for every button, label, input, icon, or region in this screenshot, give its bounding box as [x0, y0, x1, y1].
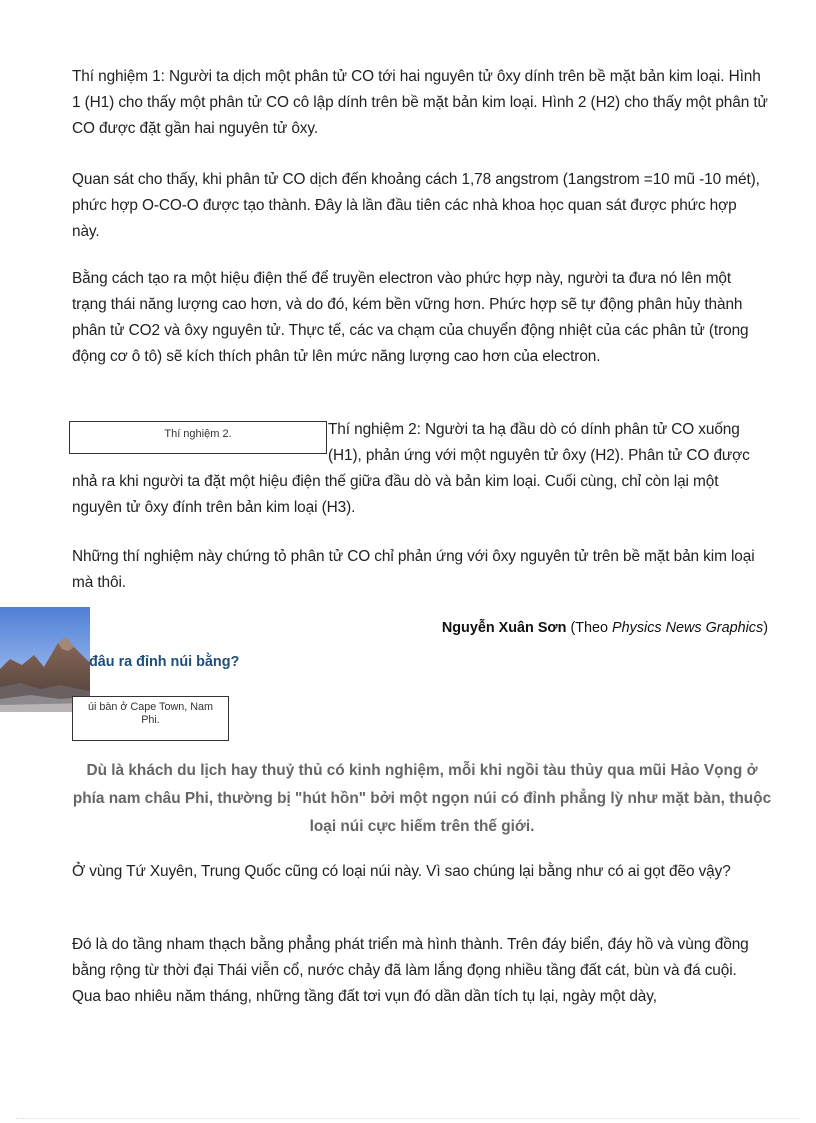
page-bottom-border [16, 1118, 800, 1119]
author-suffix: ) [763, 620, 768, 636]
caption-spacer [69, 417, 327, 453]
section-title: đâu ra đỉnh núi bằng? [89, 654, 240, 670]
paragraph-conclusion: Những thí nghiệm này chứng tỏ phân tử CO chỉ phản ứng với ôxy nguyên tử trên bề mặt bản kim loại mà thôi. [72, 548, 755, 591]
author-source: Physics News Graphics [612, 620, 764, 636]
author-credit [442, 618, 768, 638]
author-prefix: (Theo [566, 620, 613, 636]
paragraph-experiment-2 [72, 417, 768, 521]
paragraph-observation: Quan sát cho thấy, khi phân tử CO dịch đến khoảng cách 1,78 angstrom (1angstrom =10 mũ -10 mét), phức hợp O-CO-O được tạo thành. Đây là lần đầu tiên các nhà khoa học quan sát được phức hợp này. [72, 171, 760, 240]
intro-paragraph: Dù là khách du lịch hay thuỷ thủ có kinh nghiệm, mỗi khi ngồi tàu thủy qua mũi Hảo Vọng ở phía nam châu Phi, thường bị "hút hồn" bởi một ngọn núi có đỉnh phẳng lỳ như mặt bàn, thuộc loại núi cực hiếm trên thế giới. [72, 762, 772, 835]
paragraph-formation: Đó là do tầng nham thạch bằng phẳng phát triển mà hình thành. Trên đáy biển, đáy hồ và vùng đồng bằng rộng từ thời đại Thái viễn cổ, nước chảy đã làm lắng đọng nhiều tầng đất cát, bùn và đá cuội. Qua bao nhiêu năm tháng, những tầng đất tơi vụn đó dần dần tích tụ lại, ngày một dày, [72, 936, 749, 1005]
paragraph-experiment-2-text: Thí nghiệm 2: Người ta hạ đầu dò có dính phân tử CO xuống (H1), phản ứng với một nguyên tử ôxy (H2). Phân tử CO được nhả ra khi người ta đặt một hiệu điện thế giữa đầu dò và bản kim loại. Cuối cùng, chỉ còn lại một nguyên tử ôxy đính trên bản kim loại (H3). [72, 421, 750, 516]
author-name: Nguyễn Xuân Sơn [441, 620, 567, 636]
figure-caption-cape-town [72, 696, 229, 741]
caption-text: Thí nghiệm 2. [164, 428, 232, 440]
paragraph-experiment-1: Thí nghiệm 1: Người ta dịch một phân tử CO tới hai nguyên tử ôxy dính trên bề mặt bản kim loại. Hình 1 (H1) cho thấy một phân tử CO cô lập dính trên bề mặt bản kim loại. Hình 2 (H2) cho thấy một phân tử CO được đặt gần hai nguyên tử ôxy. [72, 68, 768, 137]
paragraph-sichuan: Ở vùng Tứ Xuyên, Trung Quốc cũng có loại núi này. Vì sao chúng lại bằng như có ai gọt đẽo vậy? [72, 863, 731, 880]
paragraph-voltage: Bằng cách tạo ra một hiệu điện thế để truyền electron vào phức hợp này, người ta đưa nó lên một trạng thái năng lượng cao hơn, và do đó, kém bền vững hơn. Phức hợp sẽ tự động phân hủy thành phân tử CO2 và ôxy nguyên tử. Thực tế, các va chạm của chuyển động nhiệt của các phân tử (trong động cơ ô tô) sẽ kích thích phân tử lên mức năng lượng cao hơn của electron. [72, 270, 749, 365]
caption-text: úi bàn ở Cape Town, Nam Phi. [87, 701, 214, 726]
